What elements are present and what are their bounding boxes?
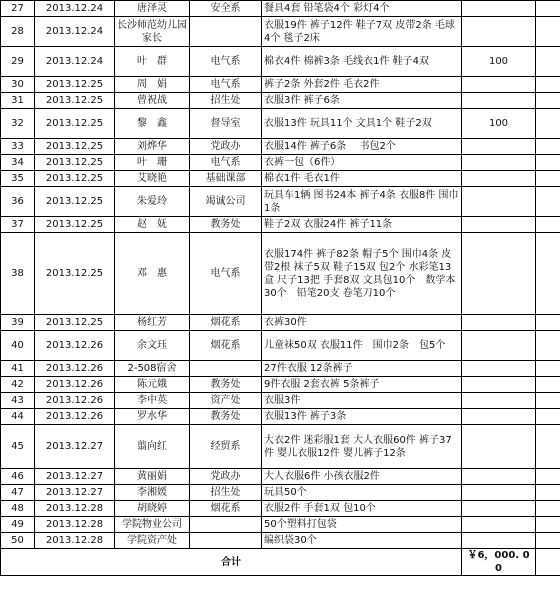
table-row [1,47,560,77]
donor-name: 艾晓艳 [115,171,190,187]
donated-amount [462,187,536,217]
donor-department: 教务处 [190,217,262,233]
row-number: 43 [1,393,35,409]
donated-items: 编织袋30个 [262,533,462,549]
row-number: 47 [1,485,35,501]
donor-name: 学院资产处 [115,533,190,549]
donated-amount [462,331,536,361]
donor-department: 教务处 [190,377,262,393]
blank-cell [536,187,560,217]
row-number: 40 [1,331,35,361]
donor-department [190,517,262,533]
donor-department: 电气系 [190,233,262,315]
donated-amount [462,315,536,331]
donated-amount [462,171,536,187]
total-label: 合计 [1,549,462,576]
table-row [1,233,560,315]
blank-cell [536,377,560,393]
row-date: 2013.12.24 [35,1,115,17]
row-number: 35 [1,171,35,187]
donated-amount [462,469,536,485]
donated-items: 衣服2件 手套1双 包10个 [262,501,462,517]
donated-items: 衣服13件 玩具11个 文具1个 鞋子2双 [262,109,462,139]
donor-department: 电气系 [190,155,262,171]
blank-cell [536,233,560,315]
row-date: 2013.12.26 [35,393,115,409]
row-date: 2013.12.25 [35,171,115,187]
donor-name: 叶 珊 [115,155,190,171]
donated-items: 儿童袜50双 衣服11件 围巾2条 包5个 [262,331,462,361]
row-date: 2013.12.25 [35,187,115,217]
row-date: 2013.12.25 [35,77,115,93]
table-row [1,409,560,425]
donor-name: 2-508宿舍 [115,361,190,377]
row-date: 2013.12.25 [35,217,115,233]
blank-cell [536,361,560,377]
table-row [1,217,560,233]
blank-cell [536,469,560,485]
table-row [1,361,560,377]
row-date: 2013.12.26 [35,331,115,361]
row-number: 48 [1,501,35,517]
donor-department: 电气系 [190,47,262,77]
blank-cell [536,77,560,93]
donor-name: 邓 惠 [115,233,190,315]
row-date: 2013.12.24 [35,47,115,77]
row-date: 2013.12.26 [35,377,115,393]
table-row [1,17,560,47]
blank-cell [536,109,560,139]
blank-cell [536,409,560,425]
donated-items: 衣服3件 [262,393,462,409]
donor-department: 督导室 [190,109,262,139]
row-number: 27 [1,1,35,17]
donated-items: 衣服14件 裤子6条 书包2个 [262,139,462,155]
donor-name: 余文珏 [115,331,190,361]
donor-name: 周 娟 [115,77,190,93]
donated-amount [462,501,536,517]
donated-amount [462,377,536,393]
donated-amount [462,425,536,469]
donated-amount [462,217,536,233]
table-row [1,533,560,549]
row-date: 2013.12.27 [35,469,115,485]
donated-items: 大人衣服6件 小孩衣服2件 [262,469,462,485]
blank-cell [536,501,560,517]
donated-amount [462,393,536,409]
donor-name: 曾祝战 [115,93,190,109]
table-row [1,139,560,155]
donor-department: 电气系 [190,77,262,93]
table-row [1,517,560,533]
row-number: 32 [1,109,35,139]
table-row [1,501,560,517]
blank-cell [536,139,560,155]
row-number: 37 [1,217,35,233]
row-date: 2013.12.25 [35,315,115,331]
donor-name: 学院物业公司 [115,517,190,533]
row-date: 2013.12.27 [35,425,115,469]
donor-name: 陈元娥 [115,377,190,393]
total-row [1,549,560,576]
row-date: 2013.12.25 [35,233,115,315]
donor-department: 烟花系 [190,501,262,517]
row-number: 30 [1,77,35,93]
donor-department: 烟花系 [190,315,262,331]
row-number: 49 [1,517,35,533]
donor-name: 朱爱玲 [115,187,190,217]
donated-amount [462,93,536,109]
blank-cell [536,533,560,549]
donor-name: 李中英 [115,393,190,409]
donated-items: 大衣2件 迷彩服1套 大人衣服60件 裤子37件 婴儿衣服12件 婴儿裤子12条 [262,425,462,469]
donor-name: 李湘媛 [115,485,190,501]
row-date: 2013.12.25 [35,155,115,171]
blank-cell [536,331,560,361]
donor-name: 胡晓婷 [115,501,190,517]
donor-department: 经贸系 [190,425,262,469]
row-date: 2013.12.25 [35,93,115,109]
table-row [1,155,560,171]
donated-amount [462,517,536,533]
table-row [1,331,560,361]
donated-amount [462,17,536,47]
donor-name: 赵 妩 [115,217,190,233]
table-row [1,469,560,485]
table-row [1,425,560,469]
total-amount: ￥6，000. 00 [462,549,536,576]
donor-department: 党政办 [190,139,262,155]
row-date: 2013.12.26 [35,409,115,425]
donor-name: 黎 鑫 [115,109,190,139]
table-row [1,187,560,217]
row-number: 44 [1,409,35,425]
donated-items: 50个塑料打包袋 [262,517,462,533]
row-number: 29 [1,47,35,77]
donor-department: 教务处 [190,409,262,425]
donated-amount [462,139,536,155]
donor-department: 烟花系 [190,331,262,361]
row-date: 2013.12.25 [35,109,115,139]
blank-cell [536,93,560,109]
donated-amount [462,485,536,501]
row-number: 50 [1,533,35,549]
row-number: 28 [1,17,35,47]
row-number: 39 [1,315,35,331]
table-row [1,109,560,139]
row-date: 2013.12.25 [35,139,115,155]
row-number: 38 [1,233,35,315]
row-number: 46 [1,469,35,485]
blank-cell [536,393,560,409]
donor-department: 竭诚公司 [190,187,262,217]
table-row [1,171,560,187]
donor-department: 党政办 [190,469,262,485]
donor-department: 招生处 [190,93,262,109]
blank-cell [536,1,560,17]
row-number: 42 [1,377,35,393]
table-row [1,377,560,393]
donor-name: 长沙师范幼儿园家长 [115,17,190,47]
table-body [1,1,560,549]
donor-department [190,17,262,47]
row-number: 36 [1,187,35,217]
donated-items: 衣服174件 裤子82条 帽子5个 围巾4条 皮带2根 袜子5双 鞋子15双 包2个 水彩笔13盒 尺子13把 手套8双 文具包10个 数学本30个 铅笔20支 卷笔刀10个 [262,233,462,315]
row-number: 34 [1,155,35,171]
donated-items: 衣服13件 裤子3条 [262,409,462,425]
donor-department: 资产处 [190,393,262,409]
donated-items: 衣服3件 裤子6条 [262,93,462,109]
row-number: 41 [1,361,35,377]
donated-amount [462,533,536,549]
donated-amount [462,409,536,425]
donated-items: 玩具50个 [262,485,462,501]
donated-items: 27件衣服 12条裤子 [262,361,462,377]
donated-items: 9件衣服 2套衣裤 5条裤子 [262,377,462,393]
donated-amount [462,155,536,171]
donor-department: 安全系 [190,1,262,17]
table-row [1,393,560,409]
donor-department [190,533,262,549]
donated-items: 衣裤30件 [262,315,462,331]
row-date: 2013.12.24 [35,17,115,47]
blank-cell [536,47,560,77]
donated-items: 餐具4套 铅笔袋4个 彩灯4个 [262,1,462,17]
donated-items: 鞋子2双 衣服24件 裤子11条 [262,217,462,233]
donor-name: 罗水华 [115,409,190,425]
table-row [1,1,560,17]
donor-name: 翦向红 [115,425,190,469]
donated-items: 棉衣1件 毛衣1件 [262,171,462,187]
donated-amount [462,361,536,377]
donated-items: 衣服19件 裤子12件 鞋子7双 皮带2条 毛球4个 毯子2床 [262,17,462,47]
donor-department: 基础课部 [190,171,262,187]
donated-items: 裤子2条 外套2件 毛衣2件 [262,77,462,93]
table-row [1,315,560,331]
donor-department: 招生处 [190,485,262,501]
donor-name: 叶 群 [115,47,190,77]
blank-cell [536,315,560,331]
row-number: 45 [1,425,35,469]
donated-amount: 100 [462,47,536,77]
row-date: 2013.12.28 [35,533,115,549]
row-date: 2013.12.28 [35,517,115,533]
blank-cell [536,517,560,533]
blank-cell [536,217,560,233]
row-number: 33 [1,139,35,155]
table-row [1,93,560,109]
table-row [1,77,560,93]
blank-cell [536,155,560,171]
row-date: 2013.12.28 [35,501,115,517]
donated-amount: 100 [462,109,536,139]
blank-cell [536,171,560,187]
row-date: 2013.12.26 [35,361,115,377]
blank-cell [536,549,560,576]
donor-name: 刘烨华 [115,139,190,155]
donated-items: 棉衣4件 棉裤3条 毛线衣1件 鞋子4双 [262,47,462,77]
row-date: 2013.12.27 [35,485,115,501]
donated-amount [462,77,536,93]
row-number: 31 [1,93,35,109]
blank-cell [536,425,560,469]
blank-cell [536,17,560,47]
blank-cell [536,485,560,501]
donated-items: 衣裤一包（6件） [262,155,462,171]
donor-name: 唐泽灵 [115,1,190,17]
donor-department [190,361,262,377]
donor-name: 黄丽娟 [115,469,190,485]
donated-amount [462,233,536,315]
donated-amount [462,1,536,17]
table-row [1,485,560,501]
donor-name: 杨红芳 [115,315,190,331]
donated-items: 玩具车1辆 图书24本 裤子4条 衣服8件 围巾1条 [262,187,462,217]
